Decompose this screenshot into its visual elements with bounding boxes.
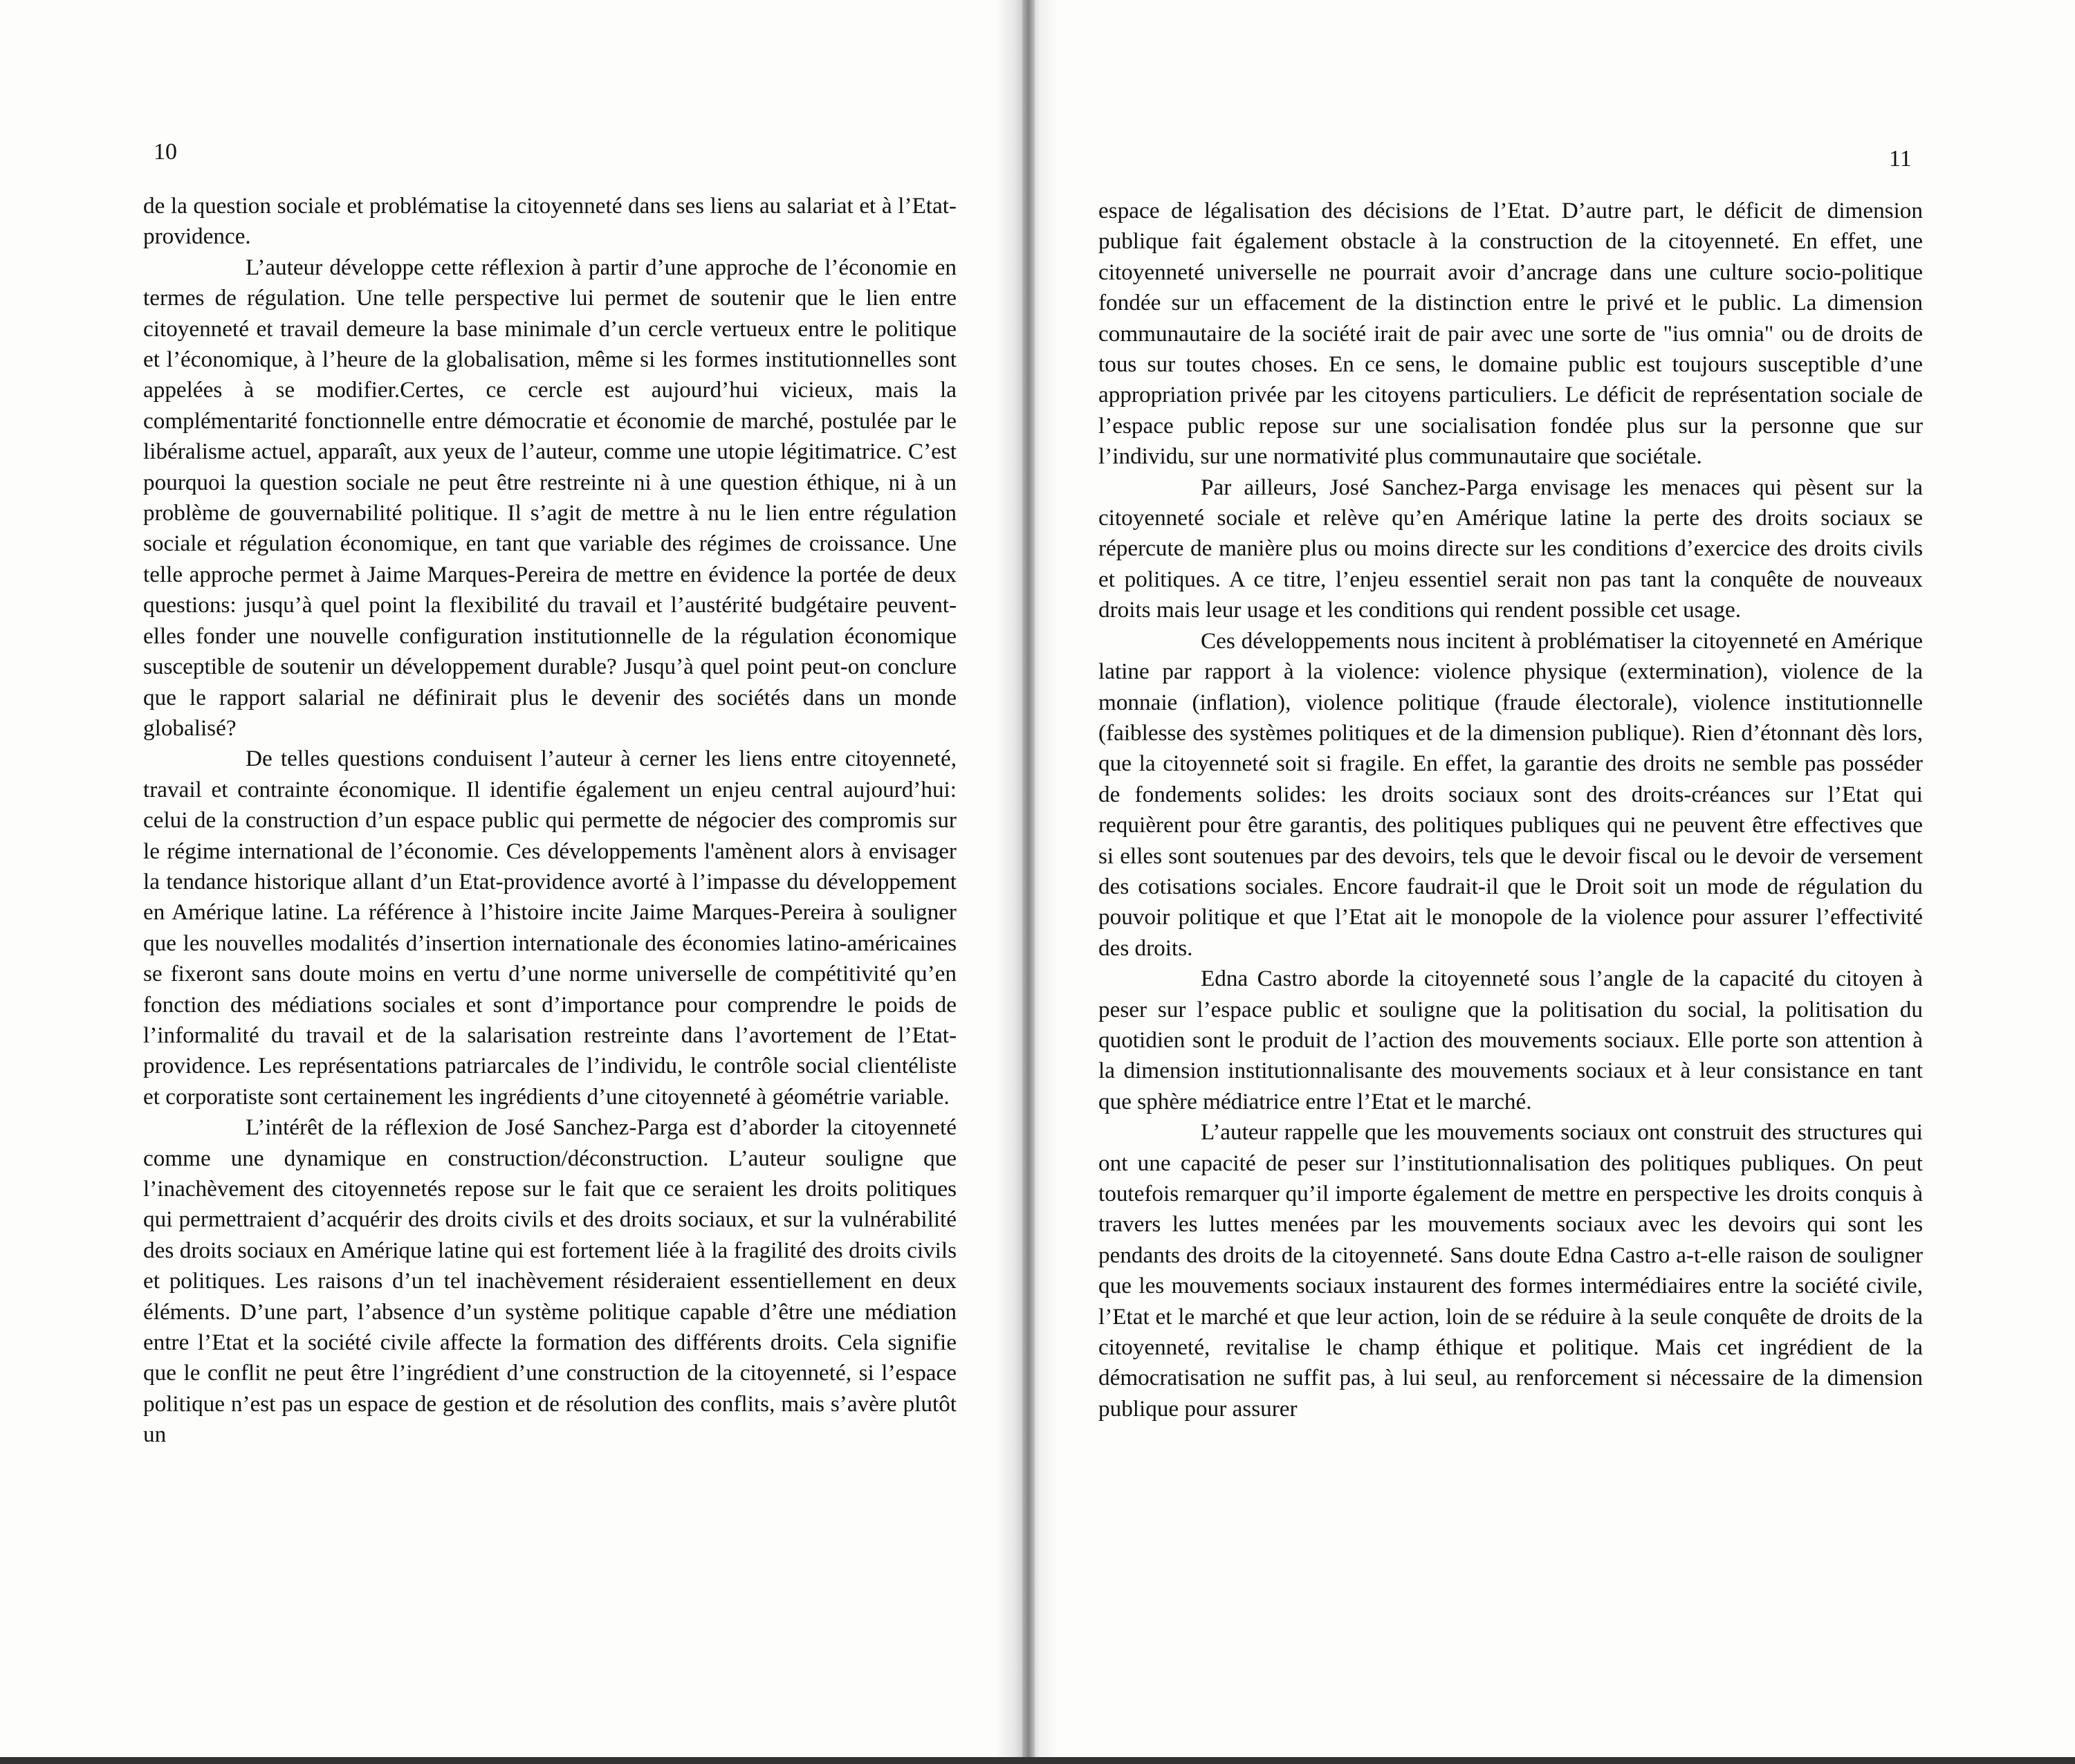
right-paragraph-4: Edna Castro aborde la citoyenneté sous l’angle de la capacité du citoyen à peser sur l’espace public et souligne que la politisation du social, la politisation du quotidien sont le produit de l’action des mouvements sociaux. Elle porte son attention à la dimension institutionnalisante des mouvements sociaux et à leur consistance en tant que sphère médiatrice entre l’Etat et le marché. xyxy=(1098,966,1923,1114)
left-page xyxy=(0,0,1017,1764)
right-page-text xyxy=(1098,196,1923,1424)
left-paragraph-3: De telles questions conduisent l’auteur à cerner les liens entre citoyenneté, travail et contrainte économique. Il identifie également un enjeu central aujourd’hui: celui de la construction d’un espace public qui permette de négocier des compromis sur le régime international de l’économie. Ces développements l'amènent alors à envisager la tendance historique allant d’un Etat-providence avorté à l’impasse du développement en Amérique latine. La référence à l’histoire incite Jaime Marques-Pereira à souligner que les nouvelles modalités d’insertion internationale des économies latino-américaines se fixeront sans doute moins en vertu d’une norme universelle de compétitivité qu’en fonction des médiations sociales et sont d’importance pour comprendre le poids de l’informalité du travail et de la salarisation restreinte dans l’avortement de l’Etat-providence. Les représentations patriarcales de l’individu, le contrôle social clientéliste et corporatiste sont certainement les ingrédients d’une citoyenneté à géométrie variable. xyxy=(143,746,957,1110)
left-paragraph-4: L’intérêt de la réflexion de José Sanchez-Parga est d’aborder la citoyenneté comme une dynamique en construction/déconstruction. L’auteur souligne que l’inachèvement des citoyennetés repose sur le fait que ce seraient les droits politiques qui permettraient d’acquérir des droits civils et des droits sociaux, et sur la vulnérabilité des droits sociaux en Amérique latine qui est fortement liée à la fragilité des droits civils et politiques. Les raisons d’un tel inachèvement résideraient essentiellement en deux éléments. D’une part, l’absence d’un système politique capable d’être une médiation entre l’Etat et la société civile affecte la formation des différents droits. Cela signifie que le conflit ne peut être l’ingrédient d’une construction de la citoyenneté, si l’espace politique n’est pas un espace de gestion et de résolution des conflits, mais s’avère plutôt un xyxy=(143,1114,957,1448)
right-paragraph-2: Par ailleurs, José Sanchez-Parga envisage les menaces qui pèsent sur la citoyenneté sociale et relève qu’en Amérique latine la perte des droits sociaux se répercute de manière plus ou moins directe sur les conditions d’exercice des droits civils et politiques. A ce titre, l’enjeu essentiel serait non pas tant la conquête de nouveaux droits mais leur usage et les conditions qui rendent possible cet usage. xyxy=(1098,474,1923,623)
book-spine-fold xyxy=(1022,0,1035,1764)
right-paragraph-1: espace de légalisation des décisions de l’Etat. D’autre part, le déficit de dimension publique fait également obstacle à la construction de la citoyenneté. En effet, une citoyenneté universelle ne pourrait avoir d’ancrage dans une culture socio-politique fondée sur un effacement de la distinction entre le privé et le public. La dimension communautaire de la société irait de pair avec une sorte de "ius omnia" ou de droits de tous sur toutes choses. En ce sens, le domaine public est toujours susceptible d’une appropriation privée par les citoyens particuliers. Le déficit de représentation sociale de l’espace public repose sur une socialisation fondée plus sur la personne que sur l’individu, sur une normativité plus communautaire que sociétale. xyxy=(1098,198,1923,470)
right-page-number: 11 xyxy=(1889,146,1912,172)
left-paragraph-1: de la question sociale et problématise la citoyenneté dans ses liens au salariat et à l’Etat-providence. xyxy=(143,193,957,250)
left-page-number: 10 xyxy=(154,139,177,165)
right-paragraph-3: Ces développements nous incitent à problématiser la citoyenneté en Amérique latine par rapport à la violence: violence physique (extermination), violence de la monnaie (inflation), violence politique (fraude électorale), violence institutionnelle (faiblesse des systèmes politiques et de la dimension publique). Rien d’étonnant dès lors, que la citoyenneté soit si fragile. En effet, la garantie des droits ne semble pas posséder de fondements solides: les droits sociaux sont des droits-créances sur l’Etat qui requièrent pour être garantis, des politiques publiques qui ne peuvent être effectives que si elles sont soutenues par des devoirs, tels que le devoir fiscal ou le devoir de versement des cotisations sociales. Encore faudrait-il que le Droit soit un mode de régulation du pouvoir politique et que l’Etat ait le monopole de la violence pour assurer l’effectivité des droits. xyxy=(1098,627,1923,961)
left-page-text xyxy=(143,191,957,1451)
left-paragraph-2: L’auteur développe cette réflexion à partir d’une approche de l’économie en termes de régulation. Une telle perspective lui permet de soutenir que le lien entre citoyenneté et travail demeure la base minimale d’un cercle vertueux entre le politique et l’économique, à l’heure de la globalisation, même si les formes institutionnelles sont appelées à se modifier.Certes, ce cercle est aujourd’hui vicieux, mais la complémentarité fonctionnelle entre démocratie et économie de marché, postulée par le libéralisme actuel, apparaît, aux yeux de l’auteur, comme une utopie légitimatrice. C’est pourquoi la question sociale ne peut être restreinte ni à une question éthique, ni à un problème de gouvernabilité politique. Il s’agit de mettre à nu le lien entre régulation sociale et régulation économique, en tant que variable des régimes de croissance. Une telle approche permet à Jaime Marques-Pereira de mettre en évidence la portée de deux questions: jusqu’à quel point la flexibilité du travail et l’austérité budgétaire peuvent-elles fonder une nouvelle configuration institutionnelle de la régulation économique susceptible de soutenir un développement durable? Jusqu’à quel point peut-on conclure que le rapport salarial ne définirait plus le devenir des sociétés dans un monde globalisé? xyxy=(143,254,957,741)
right-paragraph-5: L’auteur rappelle que les mouvements sociaux ont construit des structures qui ont une capacité de peser sur l’institutionnalisation des politiques publiques. On peut toutefois remarquer qu’il importe également de mettre en perspective les droits conquis à travers les luttes menées par les mouvements sociaux avec les devoirs qui sont les pendants des droits de la citoyenneté. Sans doute Edna Castro a-t-elle raison de souligner que les mouvements sociaux instaurent des formes intermédiaires entre la société civile, l’Etat et le marché et que leur action, loin de se réduire à la seule conquête de droits de la citoyenneté, revitalise le champ éthique et politique. Mais cet ingrédient de la démocratisation ne suffit pas, à lui seul, au renforcement si nécessaire de la dimension publique pour assurer xyxy=(1098,1119,1923,1422)
right-page xyxy=(1017,0,2075,1764)
scan-bottom-edge xyxy=(0,1757,2075,1764)
